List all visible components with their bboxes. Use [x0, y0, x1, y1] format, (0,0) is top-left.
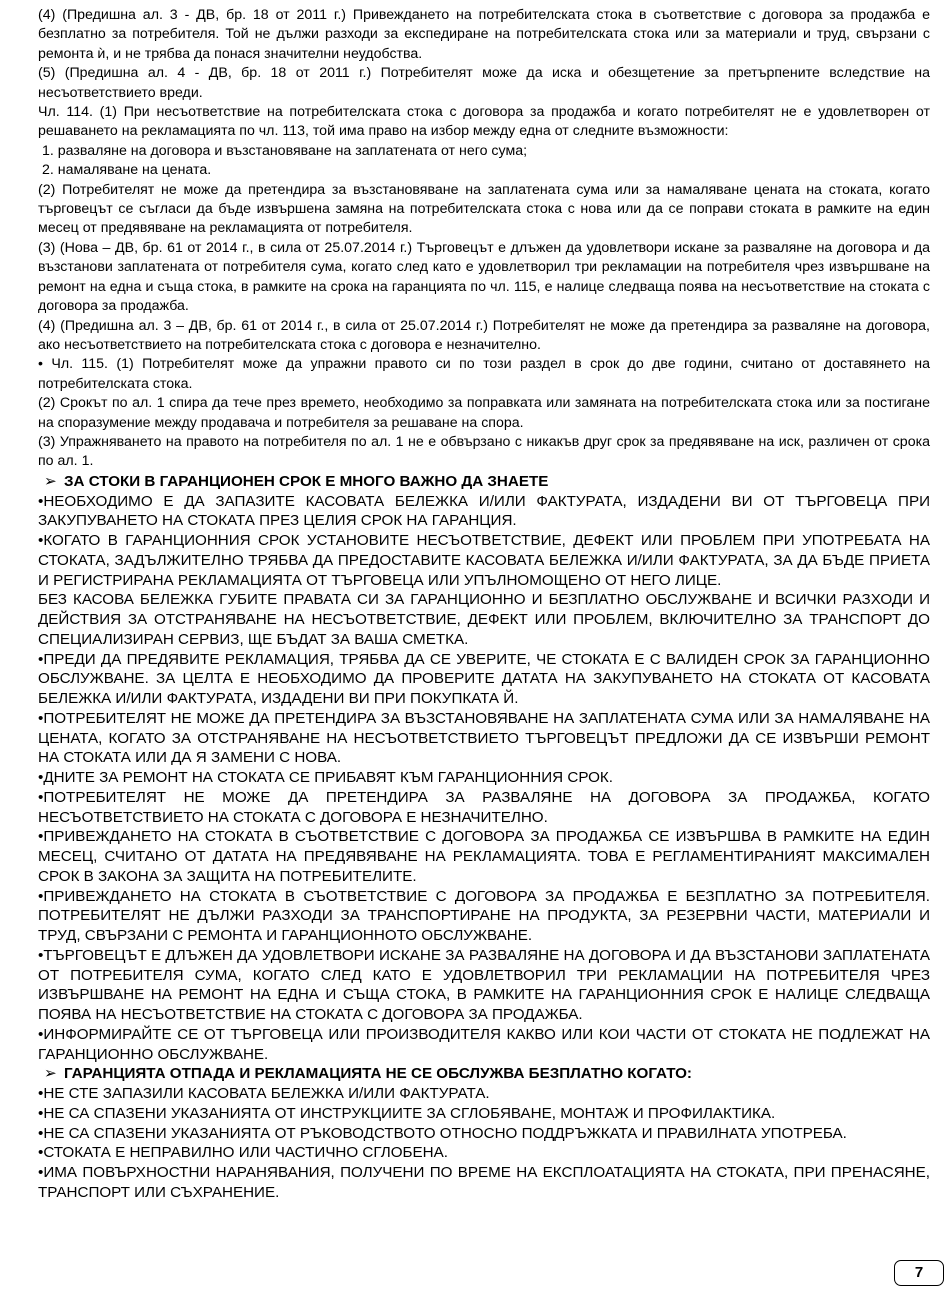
- list-item: •ТЪРГОВЕЦЪТ Е ДЛЪЖЕН ДА УДОВЛЕТВОРИ ИСКАНЕ ЗА РАЗВАЛЯНЕ НА ДОГОВОРА И ДА ВЪЗСТАНОВИ ЗАПЛАТЕНАТА ОТ ПОТРЕБИТЕЛЯ СУМА, КОГАТО СЛЕД КАТО Е УДОВЛЕТВОРИЛ ТРИ РЕКЛАМАЦИИ НА ПОТРЕБИТЕЛЯ ЧРЕЗ ИЗВЪРШВАНЕ НА РЕМОНТ НА ЕДНА И СЪЩА СТОКА, В РАМКИТЕ НА ГАРАНЦИОННИЯ СРОК Е НАЛИЦЕ СЛЕДВАЩА ПОЯВА НА НЕСЪОТВЕТСТВИЕ НА СТОКАТА С ДОГОВОРА ЗА ПРОДАЖБА.: [38, 946, 930, 1023]
- document-body: [38, 6, 930, 1203]
- list-item: 1. разваляне на договора и възстановяване на заплатената от него сума;: [42, 142, 528, 159]
- list-item: •СТОКАТА Е НЕПРАВИЛНО ИЛИ ЧАСТИЧНО СГЛОБЕНА.: [38, 1144, 448, 1162]
- article-114-intro: Чл. 114. (1) При несъответствие на потребителската стока с договора за продажба и когато потребителят не е удовлетворен от решаването на рекламацията по чл. 113, той има право на избор между една от следните възможности:: [38, 104, 930, 140]
- article-113-tail: [38, 6, 930, 103]
- warranty-section: [38, 472, 930, 1065]
- list-item: •ИНФОРМИРАЙТЕ СЕ ОТ ТЪРГОВЕЦА ИЛИ ПРОИЗВОДИТЕЛЯ КАКВО ИЛИ КОИ ЧАСТИ ОТ СТОКАТА НЕ ПОДЛЕЖАТ НА ГАРАНЦИОННО ОБСЛУЖВАНЕ.: [38, 1025, 930, 1063]
- list-item: •НЕ СА СПАЗЕНИ УКАЗАНИЯТА ОТ РЪКОВОДСТВОТО ОТНОСНО ПОДДРЪЖКАТА И ПРАВИЛНАТА УПОТРЕБА.: [38, 1124, 847, 1142]
- arrow-bullet-icon: ➢: [44, 1065, 57, 1083]
- list-item: •КОГАТО В ГАРАНЦИОННИЯ СРОК УСТАНОВИТЕ НЕСЪОТВЕТСТВИЕ, ДЕФЕКТ ИЛИ ПРОБЛЕМ ПРИ УПОТРЕБАТА НА СТОКАТА, ЗАДЪЛЖИТЕЛНО ТРЯБВА ДА ПРЕДОСТАВИТЕ КАСОВАТА БЕЛЕЖКА И/ИЛИ ФАКТУРАТА, ЗА ДА БЪДЕ ПРИЕТА И РЕГИСТРИРАНА РЕКЛАМАЦИЯТА ОТ ТЪРГОВЕЦА ИЛИ УПЪЛНОМОЩЕНО ОТ НЕГО ЛИЦЕ.: [38, 532, 930, 589]
- list-item: •НЕ СА СПАЗЕНИ УКАЗАНИЯТА ОТ ИНСТРУКЦИИТЕ ЗА СГЛОБЯВАНЕ, МОНТАЖ И ПРОФИЛАКТИКА.: [38, 1104, 776, 1122]
- article-114-options: [38, 142, 930, 181]
- arrow-bullet-icon: ➢: [44, 472, 57, 490]
- list-item: •ДНИТЕ ЗА РЕМОНТ НА СТОКАТА СЕ ПРИБАВЯТ КЪМ ГАРАНЦИОННИЯ СРОК.: [38, 769, 613, 786]
- list-item: •ИМА ПОВЪРХНОСТНИ НАРАНЯВАНИЯ, ПОЛУЧЕНИ ПО ВРЕМЕ НА ЕКСПЛОАТАЦИЯТА НА СТОКАТА, ПРИ ПРЕНАСЯНЕ, ТРАНСПОРТ ИЛИ СЪХРАНЕНИЕ.: [38, 1164, 930, 1201]
- paragraph: • Чл. 115. (1) Потребителят може да упражни правото си по този раздел в срок до две години, считано от доставянето на потребителската стока.: [38, 356, 930, 392]
- article-114: [38, 103, 930, 355]
- list-item: 2. намаляване на цената.: [42, 162, 212, 179]
- paragraph: (4) (Предишна ал. 3 – ДВ, бр. 61 от 2014 г., в сила от 25.07.2014 г.) Потребителят не може да претендира за разваляне на договора, ако несъответствието на потребителската стока с договора е незначително.: [38, 317, 930, 353]
- paragraph: (2) Срокът по ал. 1 спира да тече през времето, необходимо за поправката или замяната на потребителската стока или за постигане на споразумение между продавача и потребителя за решаване на спора.: [38, 395, 930, 431]
- paragraph: (4) (Предишна ал. 3 - ДВ, бр. 18 от 2011 г.) Привеждането на потребителската стока в съответствие с договора за продажба е безплатно за потребителя. Той не дължи разходи за експедиране на потребителската стока или за материали и труд, свързани с ремонта ѝ, и не трябва да понася значителни неудобства.: [38, 7, 930, 62]
- paragraph: (2) Потребителят не може да претендира за възстановяване на заплатената сума или за намаляване цената на стоката, когато търговецът се съгласи да бъде извършена замяна на потребителската стока с нова или да се поправи стоката в рамките на един месец от предявяване на рекламацията от потребителя.: [38, 181, 930, 237]
- list-item: БЕЗ КАСОВА БЕЛЕЖКА ГУБИТЕ ПРАВАТА СИ ЗА ГАРАНЦИОННО И БЕЗПЛАТНО ОБСЛУЖВАНЕ И ВСИЧКИ РАЗХОДИ И ДЕЙСТВИЯ ЗА ОТСТРАНЯВАНЕ НА НЕСЪОТВЕТСТВИЕ, ДЕФЕКТ ИЛИ ПРОБЛЕМ, ВКЛЮЧИТЕЛНО ЗА ТРАНСПОРТ ДО СПЕЦИАЛИЗИРАН СЕРВИЗ, ЩЕ БЪДАТ ЗА ВАША СМЕТКА.: [38, 591, 930, 648]
- warranty-heading: [38, 472, 930, 492]
- list-item: •ПОТРЕБИТЕЛЯТ НЕ МОЖЕ ДА ПРЕТЕНДИРА ЗА РАЗВАЛЯНЕ НА ДОГОВОРА ЗА ПРОДАЖБА, КОГАТО НЕСЪОТВЕТСТВИЕТО НА СТОКАТА С ДОГОВОРА Е НЕЗНАЧИТЕЛНО.: [38, 788, 930, 826]
- list-item: •ПРИВЕЖДАНЕТО НА СТОКАТА В СЪОТВЕТСТВИЕ С ДОГОВОРА ЗА ПРОДАЖБА Е БЕЗПЛАТНО ЗА ПОТРЕБИТЕЛЯ. ПОТРЕБИТЕЛЯТ НЕ ДЪЛЖИ РАЗХОДИ ЗА ТРАНСПОРТИРАНЕ НА ПРОДУКТА, ЗА РЕЗЕРВНИ ЧАСТИ, МАТЕРИАЛИ И ТРУД, СВЪРЗАНИ С РЕМОНТА И ГАРАНЦИОННОТО ОБСЛУЖВАНЕ.: [38, 887, 930, 944]
- list-item: •ПРЕДИ ДА ПРЕДЯВИТЕ РЕКЛАМАЦИЯ, ТРЯБВА ДА СЕ УВЕРИТЕ, ЧЕ СТОКАТА Е С ВАЛИДЕН СРОК ЗА ГАРАНЦИОННО ОБСЛУЖВАНЕ. ЗА ЦЕЛТА Е НЕОБХОДИМО ДА ПРОВЕРИТЕ ДАТАТА НА ЗАКУПУВАНЕТО НА СТОКАТА ОТ КАСОВАТА БЕЛЕЖКА И/ИЛИ ФАКТУРАТА, ИЗДАДЕНИ ВИ ПРИ ПОКУПКАТА Й.: [38, 650, 930, 707]
- paragraph: (3) Упражняването на правото на потребителя по ал. 1 не е обвързано с никакъв друг срок за предявяване на иск, различен от срока по ал. 1.: [38, 433, 930, 470]
- page-number-badge: 7: [894, 1260, 944, 1286]
- article-115: [38, 355, 930, 471]
- paragraph: (3) (Нова – ДВ, бр. 61 от 2014 г., в сила от 25.07.2014 г.) Търговецът е длъжен да удовлетвори искане за разваляне на договора и да възстанови заплатената от потребителя сума, когато след като е удовлетворил три рекламации на потребителя чрез извършване на ремонт на една и съща стока, в рамките на срока на гаранцията по чл. 115, е налице следваща поява на несъответствие на стоката с договора за продажба.: [38, 239, 930, 315]
- void-section: [38, 1064, 930, 1202]
- list-item: •НЕОБХОДИМО Е ДА ЗАПАЗИТЕ КАСОВАТА БЕЛЕЖКА И/ИЛИ ФАКТУРАТА, ИЗДАДЕНИ ВИ ОТ ТЪРГОВЕЦА ПРИ ЗАКУПУВАНЕТО НА СТОКАТА ПРЕЗ ЦЕЛИЯ СРОК НА ГАРАНЦИЯ.: [38, 492, 930, 530]
- paragraph: (5) (Предишна ал. 4 - ДВ, бр. 18 от 2011 г.) Потребителят може да иска и обезщетение за претърпените вследствие на несъответствието вреди.: [38, 65, 930, 101]
- void-heading: [38, 1064, 930, 1084]
- void-heading-text: ГАРАНЦИЯТА ОТПАДА И РЕКЛАМАЦИЯТА НЕ СЕ ОБСЛУЖВА БЕЗПЛАТНО КОГАТО:: [64, 1065, 692, 1083]
- warranty-heading-text: ЗА СТОКИ В ГАРАНЦИОНЕН СРОК Е МНОГО ВАЖНО ДА ЗНАЕТЕ: [64, 472, 549, 490]
- list-item: •НЕ СТЕ ЗАПАЗИЛИ КАСОВАТА БЕЛЕЖКА И/ИЛИ ФАКТУРАТА.: [38, 1085, 490, 1102]
- list-item: •ПОТРЕБИТЕЛЯТ НЕ МОЖЕ ДА ПРЕТЕНДИРА ЗА ВЪЗСТАНОВЯВАНЕ НА ЗАПЛАТЕНАТА СУМА ИЛИ ЗА НАМАЛЯВАНЕ НА ЦЕНАТА, КОГАТО ЗА ОТСТРАНЯВАНЕ НА НЕСЪОТВЕТСТВИЕТО ТЪРГОВЕЦЪТ ПРЕДЛОЖИ ДА СЕ ИЗВЪРШИ РЕМОНТ НА СТОКАТА ИЛИ ДА Я ЗАМЕНИ С НОВА.: [38, 709, 930, 767]
- list-item: •ПРИВЕЖДАНЕТО НА СТОКАТА В СЪОТВЕТСТВИЕ С ДОГОВОРА ЗА ПРОДАЖБА СЕ ИЗВЪРШВА В РАМКИТЕ НА ЕДИН МЕСЕЦ, СЧИТАНО ОТ ДАТАТА НА ПРЕДЯВЯВАНЕ НА РЕКЛАМАЦИЯТА. ТОВА Е РЕГЛАМЕНТИРАНИЯТ МАКСИМАЛЕН СРОК В ЗАКОНА ЗА ЗАЩИТА НА ПОТРЕБИТЕЛИТЕ.: [38, 828, 930, 885]
